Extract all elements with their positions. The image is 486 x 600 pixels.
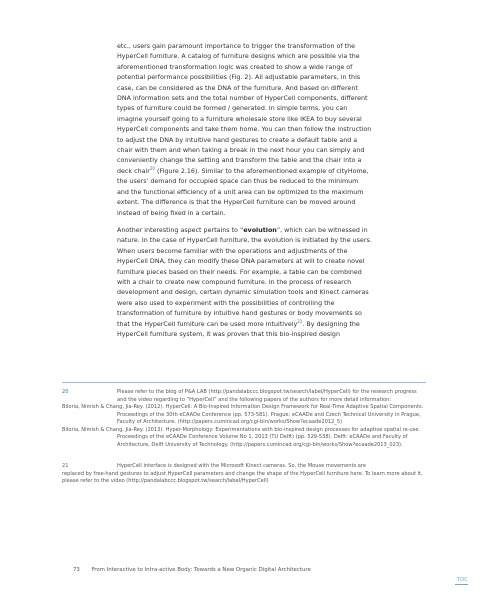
paragraph-text: (Figure 2.16). Similar to the aforementioned example of cityHome, the users' demand for occupied space can thus be reduced to the minimum and the functional efficiency of a unit area can be optimized to the maximum extent. The difference is that the HyperCell furniture can be moved around instead of being fixed in a certain. <box>117 167 369 217</box>
footnote-21 <box>62 463 424 486</box>
paragraph-text: ”, which can be witnessed in nature. In the case of HyperCell furniture, the evolution is initiated by the users. When users become familiar with the operations and adjustments of the HyperCell DNA, they can modify these DNA parameters at will to create novel furniture pieces based on their needs. For example, a table can be combined with a chair to create new compound furniture. In the process of research development and design, certain dynamic simulation tools and Kinect cameras were also used to experiment with the possibilities of controlling the transformation of furniture by intuitive hand gestures or body movements so that the HyperCell furniture can be used more intuitively <box>117 226 372 328</box>
toc-underline <box>455 584 468 585</box>
page-number: 73 <box>73 567 80 573</box>
footnote-number: 20 <box>62 389 69 395</box>
footnote-20 <box>62 389 424 404</box>
footnote-text: Please refer to the blog of P&A LAB (http://pandalabccc.blogspot.tw/search/label/HyperCell) for the research progress and the video regarding to “HyperCell” and the following papers of the authors for more detail information: <box>117 389 417 403</box>
emphasis-evolution: evolution <box>243 226 277 234</box>
footnote-ref-20[interactable]: 20 <box>149 165 155 171</box>
page-footer <box>73 567 311 573</box>
paragraph-text: Another interesting aspect pertains to “ <box>117 226 244 234</box>
paragraph-evolution <box>117 226 372 340</box>
reference-biloria-2013: Biloria, Nimish & Chang, Jia-Rey. (2013). Hyper-Morphology: Experimentations with bio-inspired design processes for adaptive spatial re-use. Proceedings of the eCAADe Conference Volume No 1, 2013 (TU Delft) (pp. 529-538). Delft: eCAADe and Faculty of Architecture, Delft University of Technology. (http://papers.cumincad.org/cgi-bin/works/Show?ecaade2013_023). <box>62 426 421 448</box>
paragraph-text: etc., users gain paramount importance to trigger the transformation of the HyperCell furniture. A catalog of furniture designs which are possible via the aforementioned transformation logic was created to show a wide range of potential performance possibilities (Fig. 2). All adjustable parameters, in this case, can be considered as the DNA of the furniture. And based on different DNA information sets and the total number of HyperCell components, different types of furniture could be formed / generated. In simple terms, you can imagine yourself going to a furniture wholesale store like IKEA to buy several HyperCell components and take them home. You can then follow the instruction to adjust the DNA by intuitive hand gestures to create a default table and a chair with them and when taking a break in the next hour you can simply and conveniently change the setting and transform the table and the chair into a deck chair <box>117 43 372 175</box>
main-body-text <box>117 42 372 340</box>
footnote-text: HyperCell interface is designed with the Microsoft Kinect cameras. So, the Mouse movements are <box>117 463 366 469</box>
running-title: From Interactive to Intra-active Body: Towards a New Organic Digital Architecture <box>91 567 311 573</box>
footnote-ref-21[interactable]: 21 <box>297 318 303 324</box>
footnote-text-continued: replaced by free-hand gestures to adjust HyperCell parameters and change the shape of the HyperCell furniture here. To learn more about it, please refer to the video (http://pandalabccc.blogspot.tw/search/label/HyperCell) <box>62 470 423 484</box>
paragraph-text: . By designing the HyperCell furniture system, it was proven that this bio-inspired design <box>117 320 360 338</box>
toc-link[interactable]: TOC <box>456 577 468 583</box>
paragraph-hypercell-dna <box>117 42 372 219</box>
footnotes <box>62 389 424 486</box>
footnote-number: 21 <box>62 463 69 469</box>
footnote-divider <box>62 382 426 383</box>
reference-biloria-2012: Biloria, Nimish & Chang, Jia-Rey. (2012). HyperCell: A Bio-Inspired Information Design Framework for Real-Time Adaptive Spatial Components. Proceedings of the 30th eCAADe Conference (pp. 573-581). Prague: eCAADe and Czech Technical University in Prague, Faculty of Architecture. (http://papers.cumincad.org/cgi-bin/works/Show?ecaade2012_5) <box>62 404 424 425</box>
